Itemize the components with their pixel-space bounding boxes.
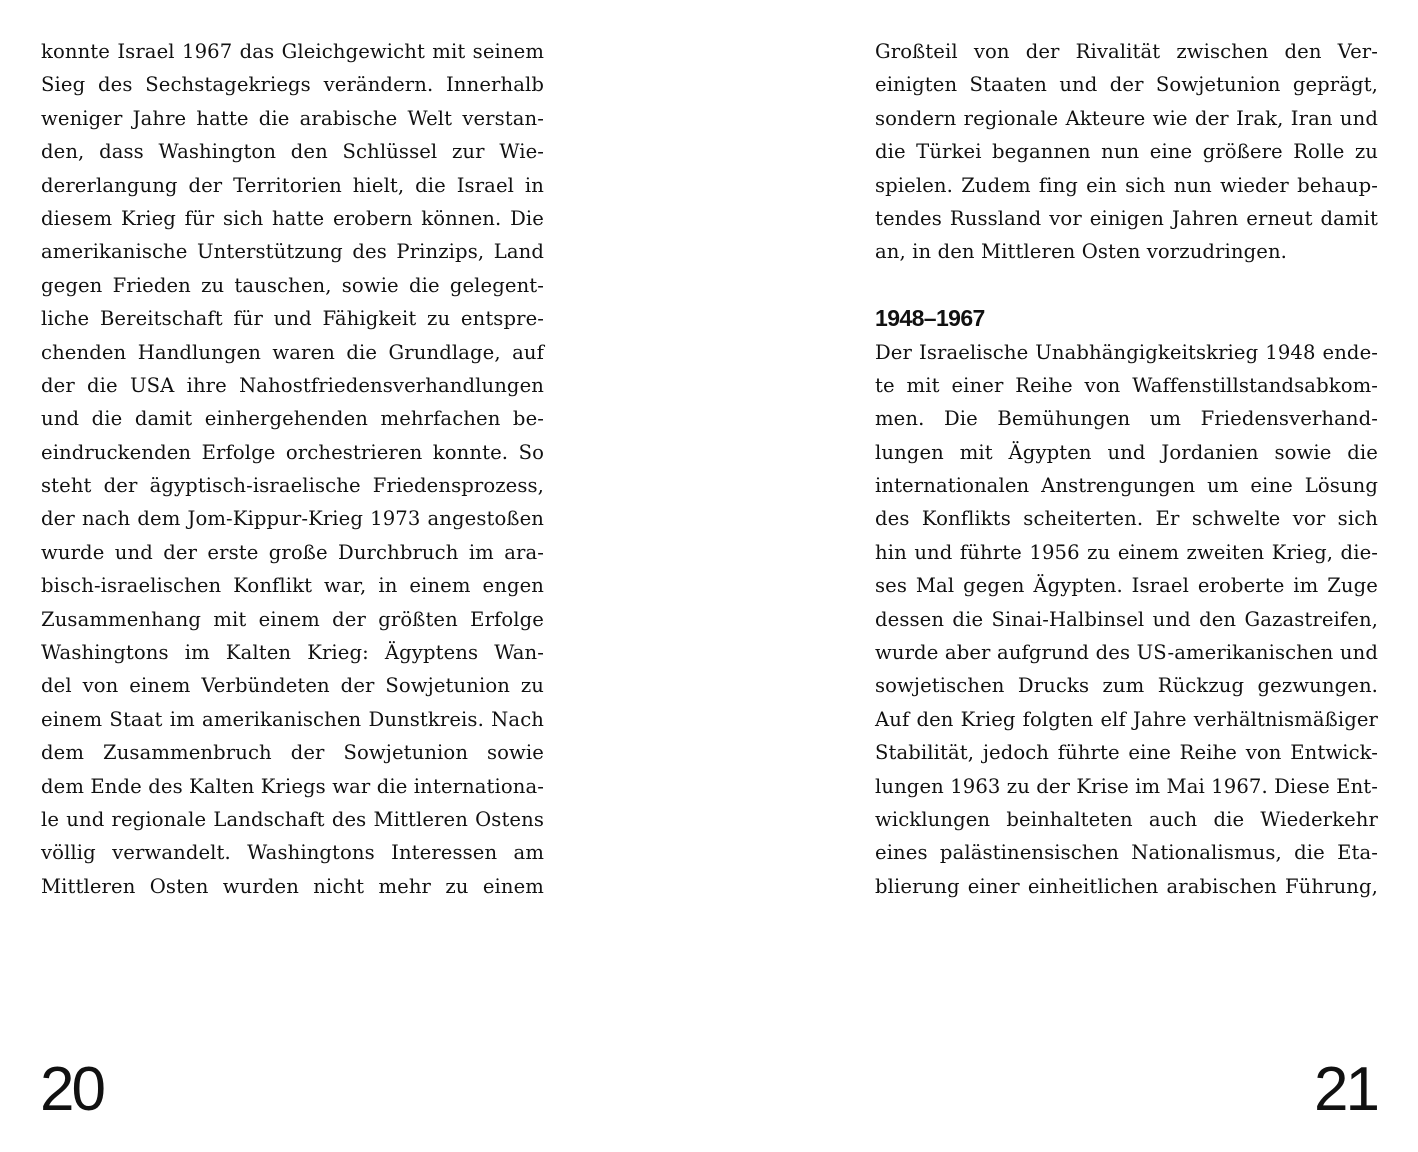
body-line: an, in den Mittleren Osten vorzudringen. <box>875 240 1287 264</box>
body-line: eindruckenden Erfolge orchestrieren konnte. So <box>41 440 544 464</box>
body-line: wicklungen beinhalteten auch die Wiederkehr <box>875 807 1378 831</box>
body-line: liche Bereitschaft für und Fähigkeit zu entspre- <box>41 307 544 331</box>
body-line: lungen 1963 zu der Krise im Mai 1967. Diese Ent- <box>875 774 1378 798</box>
body-line: sondern regionale Akteure wie der Irak, Iran und <box>875 106 1378 130</box>
body-line: dem Zusammenbruch der Sowjetunion sowie <box>41 741 544 765</box>
body-line: wurde und der erste große Durchbruch im ara- <box>41 540 544 564</box>
body-line: tendes Russland vor einigen Jahren erneut damit <box>875 206 1378 230</box>
page-number-right: 21 <box>1314 1055 1377 1124</box>
page-number-left: 20 <box>40 1055 103 1124</box>
body-line: der nach dem Jom-Kippur-Krieg 1973 angestoßen <box>41 507 544 531</box>
body-line: einem Staat im amerikanischen Dunstkreis. Nach <box>41 707 544 731</box>
body-line: hin und führte 1956 zu einem zweiten Krieg, die- <box>875 540 1378 564</box>
body-line: bisch-israelischen Konflikt war, in einem engen <box>41 574 544 598</box>
body-line: dessen die Sinai-Halbinsel und den Gazastreifen, <box>875 607 1378 631</box>
section-heading: 1948–1967 <box>875 305 985 332</box>
body-line: Stabilität, jedoch führte eine Reihe von Entwick- <box>875 741 1378 765</box>
body-line: steht der ägyptisch-israelische Friedensprozess, <box>41 474 544 498</box>
body-line: spielen. Zudem fing ein sich nun wieder behaup- <box>875 173 1378 197</box>
body-line: internationalen Anstrengungen um eine Lösung <box>875 474 1378 498</box>
body-line: Sieg des Sechstagekriegs verändern. Innerhalb <box>41 73 544 97</box>
body-line: den, dass Washington den Schlüssel zur Wie- <box>41 140 544 164</box>
body-line: weniger Jahre hatte die arabische Welt verstan- <box>41 106 544 130</box>
left-body-text <box>41 35 544 903</box>
right-body-text <box>875 35 1378 903</box>
body-line: Der Israelische Unabhängigkeitskrieg 1948 ende- <box>875 340 1378 364</box>
body-line: ses Mal gegen Ägypten. Israel eroberte im Zuge <box>875 574 1378 598</box>
body-line: und die damit einhergehenden mehrfachen be- <box>41 407 544 431</box>
body-line: blierung einer einheitlichen arabischen Führung, <box>875 874 1378 898</box>
body-line: sowjetischen Drucks zum Rückzug gezwungen. <box>875 674 1378 698</box>
body-line: wurde aber aufgrund des US-amerikanischen und <box>875 641 1378 665</box>
body-line: Großteil von der Rivalität zwischen den Ver- <box>875 40 1378 63</box>
body-line: chenden Handlungen waren die Grundlage, auf <box>41 340 544 364</box>
body-line: diesem Krieg für sich hatte erobern können. Die <box>41 206 544 230</box>
body-line: die Türkei begannen nun eine größere Rolle zu <box>875 140 1378 164</box>
body-line: völlig verwandelt. Washingtons Interessen am <box>41 841 544 865</box>
body-line: dem Ende des Kalten Kriegs war die internationa- <box>41 774 544 798</box>
body-line: del von einem Verbündeten der Sowjetunion zu <box>41 674 544 698</box>
right-page <box>709 0 1418 1152</box>
body-line: dererlangung der Territorien hielt, die Israel in <box>41 173 544 197</box>
body-line: einigten Staaten und der Sowjetunion geprägt, <box>875 73 1378 97</box>
body-line: men. Die Bemühungen um Friedensverhand- <box>875 407 1378 431</box>
body-line: konnte Israel 1967 das Gleichgewicht mit seinem <box>41 40 544 63</box>
body-line: le und regionale Landschaft des Mittleren Ostens <box>41 807 544 831</box>
body-line: Auf den Krieg folgten elf Jahre verhältnismäßiger <box>875 707 1378 731</box>
body-line: Washingtons im Kalten Krieg: Ägyptens Wan- <box>41 641 544 665</box>
body-line: Zusammenhang mit einem der größten Erfolge <box>41 607 544 631</box>
body-line: gegen Frieden zu tauschen, sowie die gelegent- <box>41 273 544 297</box>
body-line: Mittleren Osten wurden nicht mehr zu einem <box>41 874 544 898</box>
body-line: amerikanische Unterstützung des Prinzips, Land <box>41 240 544 264</box>
body-line: des Konflikts scheiterten. Er schwelte vor sich <box>875 507 1378 531</box>
body-line: te mit einer Reihe von Waffenstillstandsabkom- <box>875 373 1378 397</box>
body-line: eines palästinensischen Nationalismus, die Eta- <box>875 841 1378 865</box>
body-line: der die USA ihre Nahostfriedensverhandlungen <box>41 373 544 397</box>
body-line: lungen mit Ägypten und Jordanien sowie die <box>875 440 1378 464</box>
